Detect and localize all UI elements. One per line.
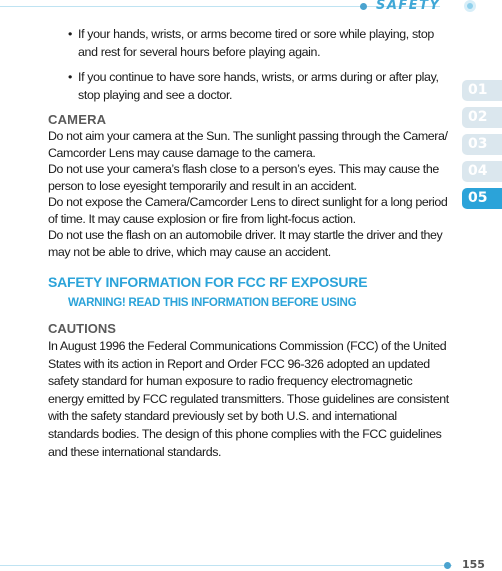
chapter-tab-02[interactable]: 02 [462,107,502,128]
page-number: 155 [462,558,485,571]
footer-rule [0,565,452,566]
chapter-tab-01[interactable]: 01 [462,80,502,101]
chapter-tabs [462,80,502,215]
fcc-warning: WARNING! READ THIS INFORMATION BEFORE USING [68,296,357,309]
page-content [48,26,450,461]
camera-paragraph: Do not aim your camera at the Sun. The sunlight passing through the Camera/ Camcorder Lens may cause damage to the camera. [48,129,448,160]
camera-heading: CAMERA [48,112,107,127]
header-dot-icon [360,3,367,10]
section-header-title: SAFETY [376,0,441,13]
camera-paragraph: Do not use the flash on an automobile driver. It may startle the driver and they may not be able to drive, which may cause an accident. [48,228,443,259]
fcc-heading: SAFETY INFORMATION FOR FCC RF EXPOSURE [48,274,368,290]
chapter-tab-04[interactable]: 04 [462,161,502,182]
camera-paragraph: Do not use your camera’s flash close to a person’s eyes. This may cause the person to lose eyesight temporarily and result in an accident. [48,162,439,193]
bullet-item: • If you continue to have sore hands, wrists, or arms during or after play, stop playing and see a doctor. [60,69,450,104]
footer-dot-icon [444,562,451,569]
cautions-heading: CAUTIONS [48,321,116,336]
cautions-paragraph: In August 1996 the Federal Communications Commission (FCC) of the United States with its action in Report and Order FCC 96-326 adopted an updated safety standard for human exposure to radio frequency electromagnetic energy emitted by FCC regulated transmitters. Those guidelines are consistent with the safety standard previously set by both U.S. and international standards bodies. The design of this phone complies with the FCC guidelines and these international standards. [48,339,449,459]
bullet-item: • If your hands, wrists, or arms become tired or sore while playing, stop and rest for several hours before playing again. [60,26,450,61]
chapter-tab-05[interactable]: 05 [462,188,502,209]
header-circle-icon [464,0,476,12]
camera-paragraph: Do not expose the Camera/Camcorder Lens to direct sunlight for a long period of time. It may cause explosion or fire from light-focus action. [48,195,448,226]
chapter-tab-03[interactable]: 03 [462,134,502,155]
header-rule [0,6,440,7]
